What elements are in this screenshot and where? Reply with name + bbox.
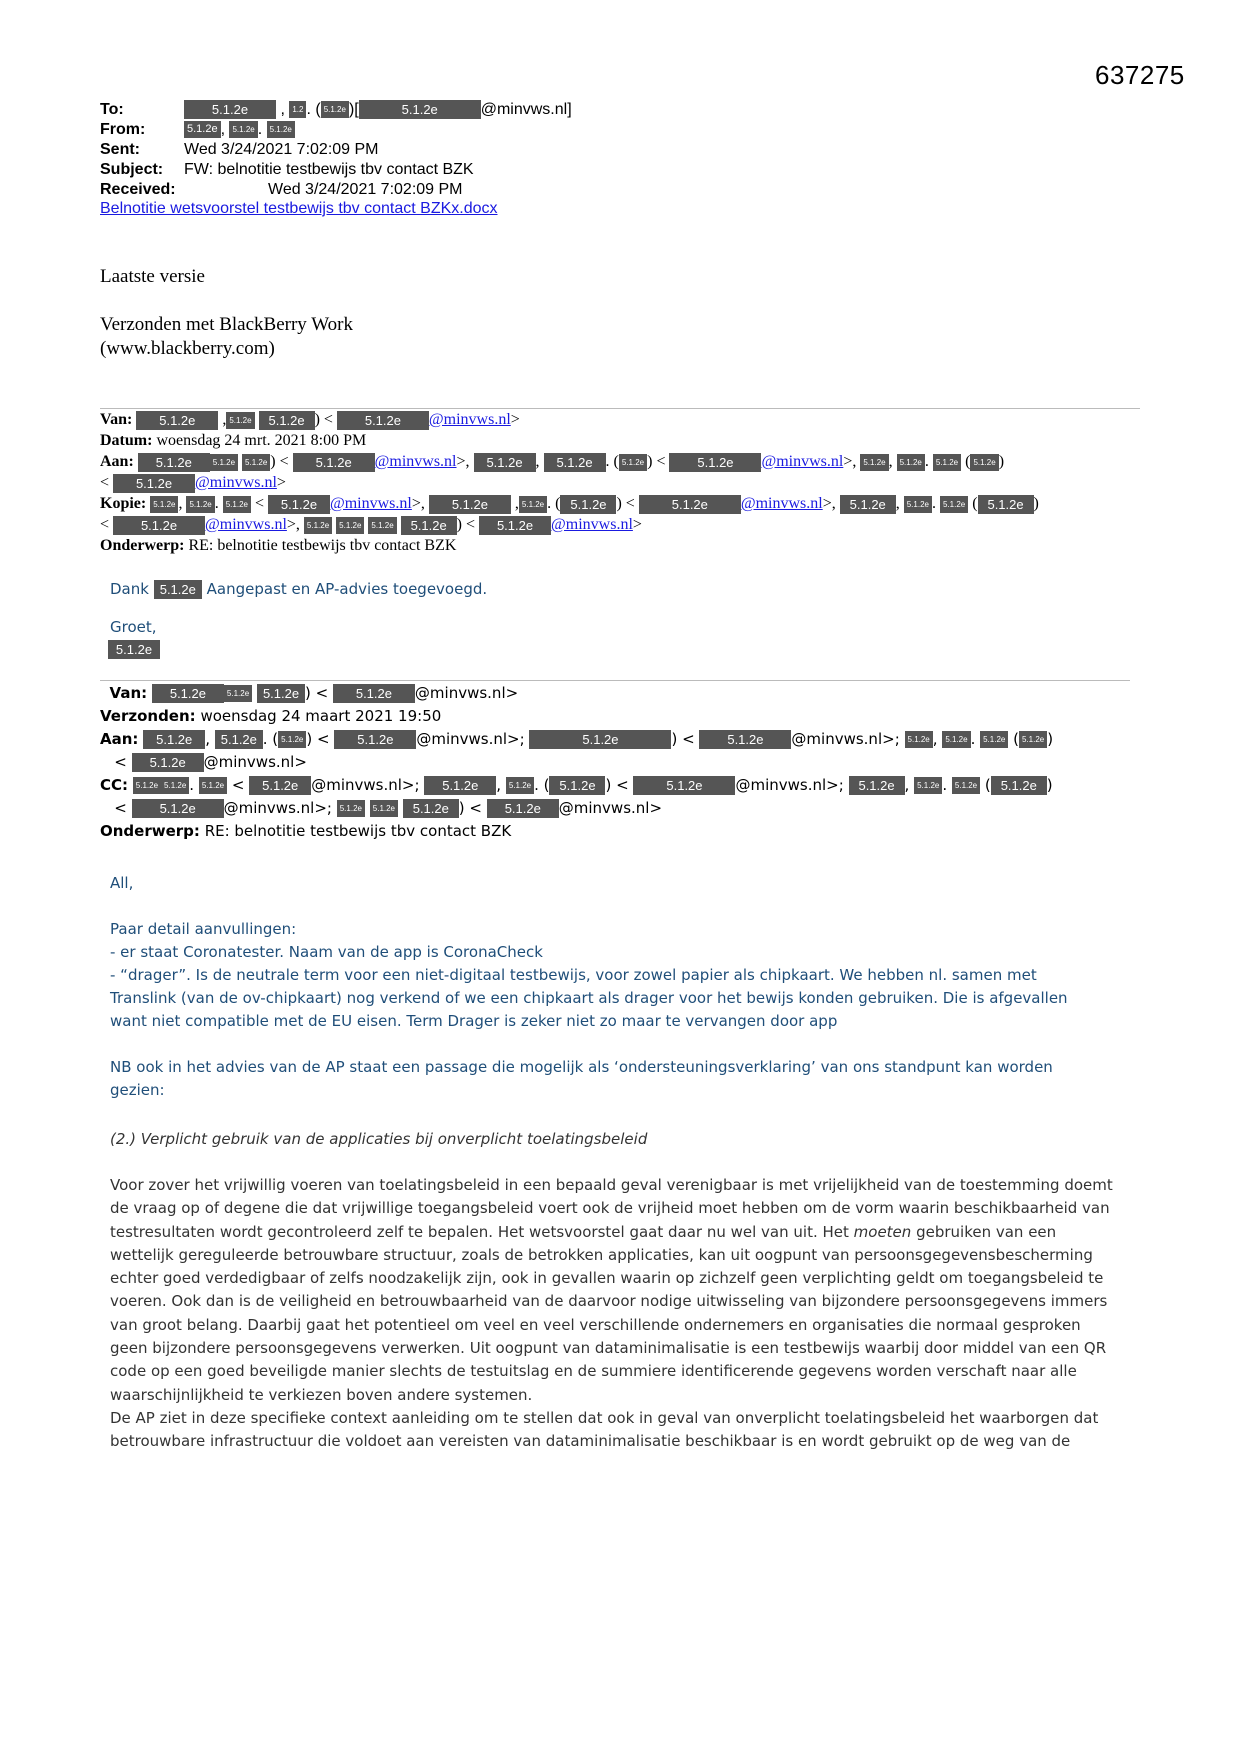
redaction-box: 5.1.2e — [699, 730, 791, 749]
forward1-thanks: Dank 5.1.2e Aangepast en AP-advies toegevoegd. — [110, 580, 488, 598]
redaction-box: 5.1.2e — [544, 453, 606, 472]
redaction-box: 5.1.2e — [152, 684, 224, 703]
intro-line: (www.blackberry.com) — [100, 338, 275, 359]
redaction-box: 5.1.2e — [293, 453, 375, 472]
forward2-cc: CC: 5.1.2e 5.1.2e . 5.1.2e < 5.1.2e @minvws.nl>; 5.1.2e , 5.1.2e . ( 5.1.2e ) < 5.1.2e @minvws.nl>; 5.1.2e , 5.1.2e . 5.1.2e ( 5.1.2e ) — [100, 776, 1053, 794]
redaction-box: 5.1.2e — [529, 730, 671, 749]
redaction-box: 5.1.2e — [549, 776, 605, 795]
redaction-box: 5.1.2e — [370, 800, 398, 817]
redaction-box: 5.1.2e — [136, 411, 218, 430]
paragraph: want niet compatible met de EU eisen. Term Drager is zeker niet zo maar te vervangen door app — [110, 1012, 838, 1030]
redaction-box: 5.1.2e — [132, 753, 204, 772]
redaction-box: 5.1.2e — [487, 799, 559, 818]
redaction-box: 5.1.2e — [215, 730, 263, 749]
redaction-box: 5.1.2e — [905, 731, 933, 748]
attachment-link[interactable]: Belnotitie wetsvoorstel testbewijs tbv contact BZKx.docx — [100, 200, 498, 217]
redaction-box: 5.1.2e — [113, 474, 195, 493]
forward2-aan: Aan: 5.1.2e , 5.1.2e . ( 5.1.2e ) < 5.1.2e @minvws.nl>; 5.1.2e ) < 5.1.2e @minvws.nl>; 5.1.2e , 5.1.2e . 5.1.2e ( 5.1.2e ) — [100, 730, 1054, 748]
redaction-box: 5.1.2e — [226, 412, 254, 429]
redaction-box: 5.1.2e — [150, 496, 178, 513]
ap-quote — [110, 1174, 1130, 1454]
ap-line: betrouwbare infrastructuur die voldoet aan vereisten van dataminimalisatie beschikbaar is en wordt gebruikt op de weg van de — [110, 1432, 1071, 1451]
greeting: All, — [110, 874, 134, 892]
redaction-box: 5.1.2e — [429, 495, 511, 514]
redaction-box: 1.2 — [289, 101, 306, 118]
redaction-box: 5.1.2e — [359, 100, 481, 119]
redaction-box: 5.1.2e — [184, 121, 221, 138]
document-id: 637275 — [1095, 60, 1185, 90]
redaction-box: 5.1.2e — [210, 454, 238, 471]
redaction-box: 5.1.2e — [132, 799, 224, 818]
redaction-box: 5.1.2e — [259, 411, 315, 430]
subject-label: Subject: — [100, 161, 164, 178]
to-value: 5.1.2e , 1.2 . ( 5.1.2e )[ 5.1.2e @minvws.nl] — [184, 100, 572, 120]
redaction-box: 5.1.2e — [633, 776, 735, 795]
ap-line: Voor zover het vrijwillig voeren van toelatingsbeleid in een bepaald geval verenigbaar is met vrijelijkheid van de toestemming doemt — [110, 1176, 1113, 1194]
subject-value: FW: belnotitie testbewijs tbv contact BZK — [184, 161, 474, 178]
redaction-box: 5.1.2e — [223, 496, 251, 513]
redaction-box: 5.1.2e — [1019, 731, 1047, 748]
redaction-box: 5.1.2e — [321, 101, 349, 118]
redaction-box: 5.1.2e — [991, 776, 1047, 795]
paragraph: - “drager”. Is de neutrale term voor een niet-digitaal testbewijs, voor zowel papier als chipkaart. We hebben nl. samen met — [110, 966, 1037, 984]
paragraph: gezien: — [110, 1081, 165, 1099]
redaction-box: 5.1.2e — [952, 777, 980, 794]
redaction-box: 5.1.2e — [978, 495, 1034, 514]
ap-line: testresultaten wordt gecontroleerd zelf te bepalen. Het wetsvoorstel gaat daar nu wel van uit. Het moeten gebruiken van een — [110, 1222, 1057, 1241]
redaction-box: 5.1.2e — [840, 495, 896, 514]
ap-line: wettelijk gereguleerde betrouwbare structuur, zoals de betrokken applicaties, kan uit oogpunt van persoonsgegevensbescherming — [110, 1245, 1093, 1264]
redaction-box: 5.1.2e — [334, 730, 416, 749]
forward1-aan-cont: < 5.1.2e @minvws.nl> — [100, 474, 286, 491]
ap-line: de vraag op of degene die dat vrijwillige toegangsbeleid voert ook de vrijheid moet hebben om de vorm waarin beschikbaarheid van — [110, 1199, 1110, 1218]
received-label: Received: — [100, 181, 176, 198]
redaction-box: 5.1.2e — [519, 496, 547, 513]
redaction-box: 5.1.2e — [401, 516, 457, 535]
redaction-box: 5.1.2e — [933, 454, 961, 471]
redaction-box: 5.1.2e — [479, 516, 551, 535]
ap-line: code op een goed beveiligde manier slechts de testuitslag en de summiere identificerende gegevens worden verschaft naar alle — [110, 1362, 1077, 1381]
redaction-box: 5.1.2e — [242, 454, 270, 471]
redaction-box: 5.1.2e — [249, 776, 311, 795]
forward2-header — [100, 682, 1140, 843]
forward1-datum: Datum: woensdag 24 mrt. 2021 8:00 PM — [100, 432, 367, 449]
to-domain: @minvws.nl] — [480, 101, 572, 118]
redaction-box: 5.1.2e — [257, 684, 305, 703]
redaction-box: 5.1.2e — [970, 454, 998, 471]
forward1-van: Van: 5.1.2e , 5.1.2e 5.1.2e ) < 5.1.2e @minvws.nl> — [100, 411, 520, 428]
redaction-box: 5.1.2e — [904, 496, 932, 513]
sent-value: Wed 3/24/2021 7:02:09 PM — [184, 141, 379, 158]
paragraph: - er staat Coronatester. Naam van de app is CoronaCheck — [110, 943, 543, 961]
forward2-van: Van: 5.1.2e 5.1.2e 5.1.2e ) < 5.1.2e @minvws.nl> — [109, 684, 519, 702]
redaction-box: 5.1.2e — [268, 495, 330, 514]
redaction-box: 5.1.2e — [560, 495, 616, 514]
redaction-box: 5.1.2e — [403, 799, 459, 818]
intro-line: Verzonden met BlackBerry Work — [100, 314, 353, 335]
ap-line: voeren. Ook dan is de veiligheid en betrouwbaarheid van de daarvoor nodige uitwisseling van bijzondere persoonsgegevens immers — [110, 1292, 1108, 1311]
redaction-box: 5.1.2e — [278, 731, 306, 748]
redaction-box: 5.1.2e — [143, 730, 205, 749]
redaction-box: 5.1.2e — [940, 496, 968, 513]
redaction-box: 5.1.2e — [424, 776, 496, 795]
redaction-box: 5.1.2e — [161, 777, 189, 794]
forward2-verzonden: Verzonden: woensdag 24 maart 2021 19:50 — [100, 707, 442, 725]
redaction-box: 5.1.2e — [942, 731, 970, 748]
redaction-box: 5.1.2e — [199, 777, 227, 794]
paragraph: Translink (van de ov-chipkaart) nog verkend of we een chipkaart als drager voor het bewijs konden gebruiken. Die is afgevallen — [110, 989, 1068, 1007]
received-value: Wed 3/24/2021 7:02:09 PM — [268, 181, 463, 198]
from-value: 5.1.2e , 5.1.2e . 5.1.2e — [184, 120, 295, 140]
ap-line: De AP ziet in deze specifieke context aanleiding om te stellen dat ook in geval van onverplicht toelatingsbeleid het waarborgen dat — [110, 1408, 1099, 1427]
forward2-aan-cont: < 5.1.2e @minvws.nl> — [100, 753, 307, 771]
redaction-box: 5.1.2e — [336, 517, 364, 534]
redaction-box: 5.1.2e — [368, 517, 396, 534]
ap-line: van groot belang. Daarbij gaat het potentieel om veel en veel verschillende ondernemers en organisaties die normaal gesproken — [110, 1315, 1081, 1334]
forward2-onderwerp: Onderwerp: RE: belnotitie testbewijs tbv contact BZK — [100, 822, 512, 840]
redaction-box: 5.1.2e — [133, 777, 161, 794]
redaction-box: 5.1.2e — [669, 453, 761, 472]
ap-line: waarschijnlijkheid te verkiezen boven andere systemen. — [110, 1385, 533, 1404]
redaction-box: 5.1.2e — [639, 495, 741, 514]
forward1-groet: Groet, — [110, 618, 157, 636]
forward2-body — [110, 872, 1130, 1102]
ap-heading: (2.) Verplicht gebruik van de applicaties bij onverplicht toelatingsbeleid — [110, 1130, 648, 1148]
ap-line: geen bijzondere persoonsgegevens verwerken. Uit oogpunt van dataminimalisatie is een testbewijs waarbij door middel van een QR — [110, 1339, 1107, 1358]
paragraph: Paar detail aanvullingen: — [110, 920, 297, 938]
redaction-box: 5.1.2e — [184, 100, 276, 119]
forward1-onderwerp: Onderwerp: RE: belnotitie testbewijs tbv contact BZK — [100, 537, 457, 554]
redaction-box: 5.1.2e — [304, 517, 332, 534]
redaction-box: 5.1.2e — [333, 684, 415, 703]
forward1-aan: Aan: 5.1.2e 5.1.2e 5.1.2e ) < 5.1.2e @minvws.nl>, 5.1.2e , 5.1.2e . ( 5.1.2e ) < 5.1.2e @minvws.nl>, 5.1.2e , 5.1.2e . 5.1.2e ( 5.1.2e ) — [100, 453, 1005, 470]
redaction-box: 5.1.2e — [138, 453, 210, 472]
redaction-box: 5.1.2e — [267, 121, 295, 138]
from-label: From: — [100, 121, 146, 138]
redaction-box: 5.1.2e — [337, 411, 429, 430]
redaction-box: 5.1.2e — [229, 121, 257, 138]
redaction-box: 5.1.2e — [914, 777, 942, 794]
divider — [100, 680, 1130, 681]
to-label: To: — [100, 101, 124, 118]
redaction-box: 5.1.2e — [186, 496, 214, 513]
ap-line: echter goed verdedigbaar of zelfs noodzakelijk zijn, ook in gevallen waarin op zichzelf geen verplichting geldt om toegangsbeleid te — [110, 1269, 1104, 1288]
forward1-header — [100, 409, 1140, 556]
redaction-box: 5.1.2e — [860, 454, 888, 471]
redaction-box: 5.1.2e — [619, 454, 647, 471]
forward2-cc-cont: < 5.1.2e @minvws.nl>; 5.1.2e 5.1.2e 5.1.2e ) < 5.1.2e @minvws.nl> — [100, 799, 663, 817]
redaction-box: 5.1.2e — [897, 454, 925, 471]
redaction-box: 5.1.2e — [474, 453, 536, 472]
paragraph: NB ook in het advies van de AP staat een passage die mogelijk als ‘ondersteuningsverklaring’ van ons standpunt kan worden — [110, 1058, 1053, 1076]
forward1-kopie-cont: < 5.1.2e @minvws.nl>, 5.1.2e 5.1.2e 5.1.2e 5.1.2e ) < 5.1.2e @minvws.nl> — [100, 516, 642, 533]
redaction-box: 5.1.2e — [113, 516, 205, 535]
forward1-signature — [108, 640, 160, 659]
intro-line: Laatste versie — [100, 266, 205, 287]
sent-label: Sent: — [100, 141, 140, 158]
redaction-box: 5.1.2e — [224, 685, 252, 702]
redaction-box: 5.1.2e — [337, 800, 365, 817]
redaction-box: 5.1.2e — [980, 731, 1008, 748]
redaction-box: 5.1.2e — [506, 777, 534, 794]
forward1-kopie: Kopie: 5.1.2e , 5.1.2e . 5.1.2e < 5.1.2e @minvws.nl>, 5.1.2e , 5.1.2e . ( 5.1.2e ) < 5.1.2e @minvws.nl>, 5.1.2e , 5.1.2e . 5.1.2e ( 5.1.2e ) — [100, 495, 1039, 512]
redaction-box: 5.1.2e — [154, 580, 202, 599]
redaction-box: 5.1.2e — [108, 640, 160, 659]
redaction-box: 5.1.2e — [849, 776, 905, 795]
